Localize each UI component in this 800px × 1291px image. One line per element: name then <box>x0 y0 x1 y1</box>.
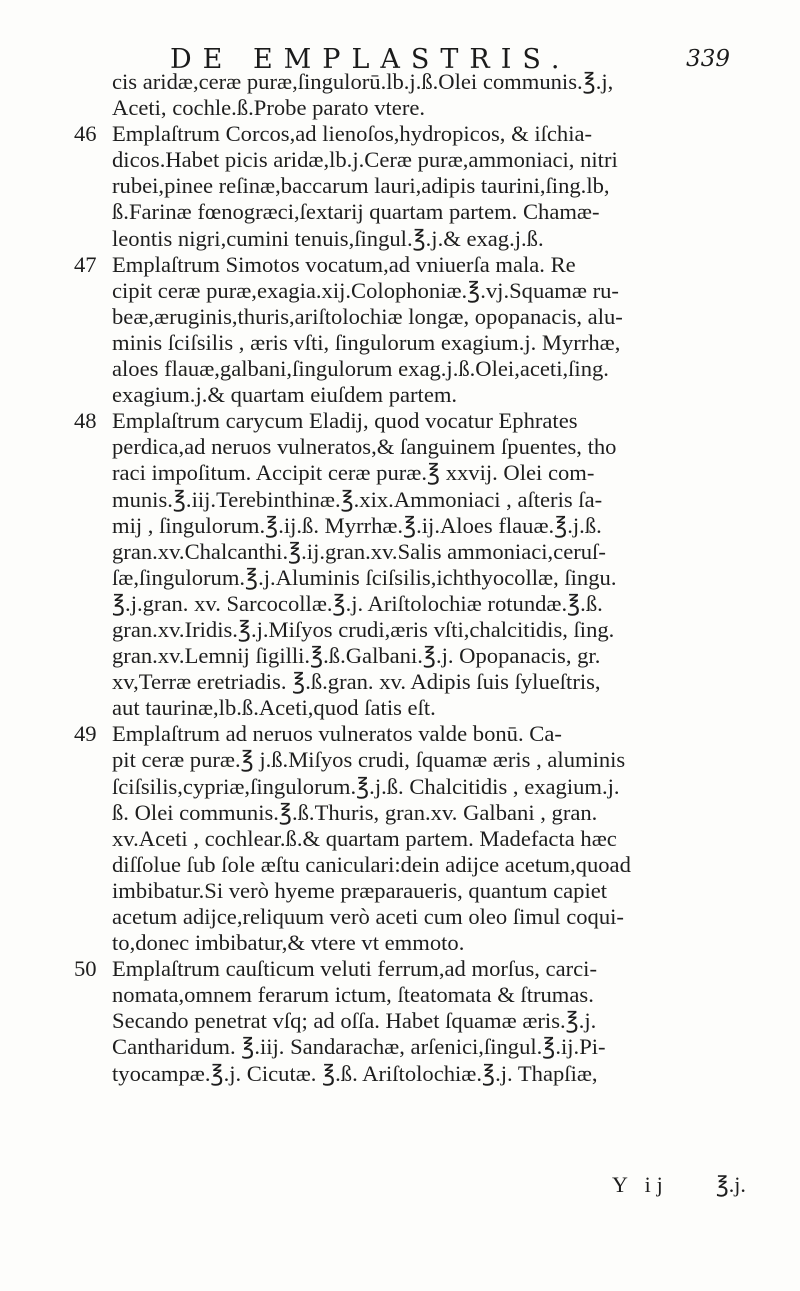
text-line <box>112 982 752 1008</box>
line-text: Emplaſtrum ad neruos vulneratos valde bonū. Ca- <box>112 721 562 747</box>
line-text: diſſolue ſub ſole æſtu caniculari:dein adijce acetum,quoad <box>112 851 631 877</box>
line-text: xv.Aceti , cochlear.ß.& quartam partem. Madefacta hæc <box>112 825 617 851</box>
signature-mark: Y ij <box>612 1172 669 1197</box>
running-title: DE EMPLASTRIS. <box>170 44 571 75</box>
catchword: ℥.j. <box>716 1172 746 1197</box>
text-line <box>112 591 752 617</box>
text-line <box>112 1034 752 1060</box>
text-line <box>112 774 752 800</box>
text-line <box>112 356 752 382</box>
text-line <box>112 617 752 643</box>
line-text: ß.Farinæ fœnogræci,ſextarij quartam partem. Chamæ- <box>112 199 600 225</box>
text-line <box>112 226 752 252</box>
line-text: cipit ceræ puræ,exagia.xij.Colophoniæ.℥.vj.Squamæ ru- <box>112 277 619 303</box>
text-line <box>112 434 752 460</box>
line-text: Secando penetrat vſq; ad oſſa. Habet ſquamæ æris.℥.j. <box>112 1008 597 1034</box>
line-text: aloes flauæ,galbani,ſingulorum exag.j.ß.Olei,aceti,ſing. <box>112 356 609 382</box>
line-text: cis aridæ,ceræ puræ,ſingulorū.lb.j.ß.Olei communis.℥.j, <box>112 69 614 94</box>
text-line <box>112 278 752 304</box>
text-line <box>74 408 752 434</box>
text-line <box>112 199 752 225</box>
line-text: ß. Olei communis.℥.ß.Thuris, gran.xv. Galbani , gran. <box>112 799 598 825</box>
line-text: gran.xv.Chalcanthi.℥.ij.gran.xv.Salis ammoniaci,ceruſ- <box>112 538 606 564</box>
line-text: raci impoſitum. Accipit ceræ puræ.℥ xxvij. Olei com- <box>112 460 595 486</box>
text-line <box>112 800 752 826</box>
text-line <box>112 695 752 721</box>
text-line <box>112 330 752 356</box>
text-line <box>112 95 752 121</box>
line-text: Emplaſtrum Corcos,ad lienoſos,hydropicos, & iſchia- <box>112 121 593 147</box>
text-line <box>74 251 752 278</box>
text-line <box>112 1061 752 1087</box>
line-text: Emplaſtrum Simotos vocatum,ad vniuerſa mala. Re <box>112 251 576 277</box>
text-line <box>112 852 752 878</box>
line-text: to,donec imbibatur,& vtere vt emmoto. <box>112 930 465 956</box>
recipe-number: 46 <box>74 121 97 147</box>
line-text: Aceti, cochle.ß.Probe parato vtere. <box>112 95 426 121</box>
page-footer <box>0 1172 800 1202</box>
line-text: dicos.Habet picis aridæ,lb.j.Ceræ puræ,ammoniaci, nitri <box>112 147 618 173</box>
text-line <box>112 513 752 539</box>
line-text: ℥.j.gran. xv. Sarcocollæ.℥.j. Ariſtolochiæ rotundæ.℥.ß. <box>112 590 603 616</box>
body-text <box>74 69 752 1087</box>
line-text: gran.xv.Lemnij ſigilli.℥.ß.Galbani.℥.j. Opopanacis, gr. <box>112 643 601 669</box>
line-text: Emplaſtrum carycum Eladij, quod vocatur Ephrates <box>112 408 578 434</box>
line-text: aut taurinæ,lb.ß.Aceti,quod ſatis eſt. <box>112 695 436 721</box>
line-text: leontis nigri,cumini tenuis,ſingul.℥.j.& exag.j.ß. <box>112 225 544 251</box>
line-text: xv,Terræ eretriadis. ℥.ß.gran. xv. Adipis ſuis ſylueſtris, <box>112 669 601 695</box>
text-line <box>112 904 752 930</box>
line-text: tyocampæ.℥.j. Cicutæ. ℥.ß. Ariſtolochiæ.℥.j. Thapſiæ, <box>112 1060 598 1086</box>
line-text: pit ceræ puræ.℥ j.ß.Miſyos crudi, ſquamæ æris , aluminis <box>112 747 626 773</box>
text-line <box>112 565 752 591</box>
text-line <box>112 147 752 173</box>
text-line <box>112 826 752 852</box>
line-text: imbibatur.Si verò hyeme præparaueris, quantum capiet <box>112 877 608 903</box>
line-text: ſciſsilis,cypriæ,ſingulorum.℥.j.ß. Chalcitidis , exagium.j. <box>112 773 620 799</box>
line-text: nomata,omnem ferarum ictum, ſteatomata & ſtrumas. <box>112 982 594 1008</box>
line-text: Emplaſtrum cauſticum veluti ferrum,ad morſus, carci- <box>112 956 597 982</box>
recipe-number: 49 <box>74 721 97 747</box>
line-text: gran.xv.Iridis.℥.j.Miſyos crudi,æris vſti,chalcitidis, ſing. <box>112 616 615 642</box>
text-line <box>112 173 752 199</box>
text-line <box>112 487 752 513</box>
line-text: munis.℥.iij.Terebinthinæ.℥.xix.Ammoniaci , aſteris ſa- <box>112 486 603 512</box>
text-line <box>74 956 752 982</box>
text-line <box>112 69 752 95</box>
line-text: Cantharidum. ℥.iij. Sandarachæ, arſenici,ſingul.℥.ij.Pi- <box>112 1034 606 1060</box>
line-text: ſæ,ſingulorum.℥.j.Aluminis ſciſsilis,ichthyocollæ, ſingu. <box>112 564 617 590</box>
text-line <box>112 460 752 486</box>
text-line <box>112 930 752 956</box>
line-text: rubei,pinee reſinæ,baccarum lauri,adipis taurini,ſing.lb, <box>112 173 610 199</box>
line-text: mij , ſingulorum.℥.ij.ß. Myrrhæ.℥.ij.Aloes flauæ.℥.j.ß. <box>112 512 602 538</box>
text-line <box>112 643 752 669</box>
recipe-number: 48 <box>74 408 97 434</box>
line-text: exagium.j.& quartam eiuſdem partem. <box>112 382 458 408</box>
recipe-number: 47 <box>74 251 97 277</box>
line-text: minis ſciſsilis , æris vſti, ſingulorum exagium.j. Myrrhæ, <box>112 329 621 355</box>
text-line <box>74 721 752 747</box>
text-line <box>112 747 752 773</box>
text-line <box>112 878 752 904</box>
text-line <box>74 121 752 147</box>
line-text: beæ,æruginis,thuris,ariſtolochiæ longæ, opopanacis, alu- <box>112 303 623 329</box>
text-line <box>112 669 752 695</box>
text-line <box>112 304 752 330</box>
line-text: perdica,ad neruos vulneratos,& ſanguinem ſpuentes, tho <box>112 434 617 460</box>
text-line <box>112 382 752 408</box>
line-text: acetum adijce,reliquum verò aceti cum oleo ſimul coqui- <box>112 904 624 929</box>
text-line <box>112 1008 752 1034</box>
text-line <box>112 539 752 565</box>
page-number: 339 <box>686 46 730 72</box>
recipe-number: 50 <box>74 956 97 982</box>
